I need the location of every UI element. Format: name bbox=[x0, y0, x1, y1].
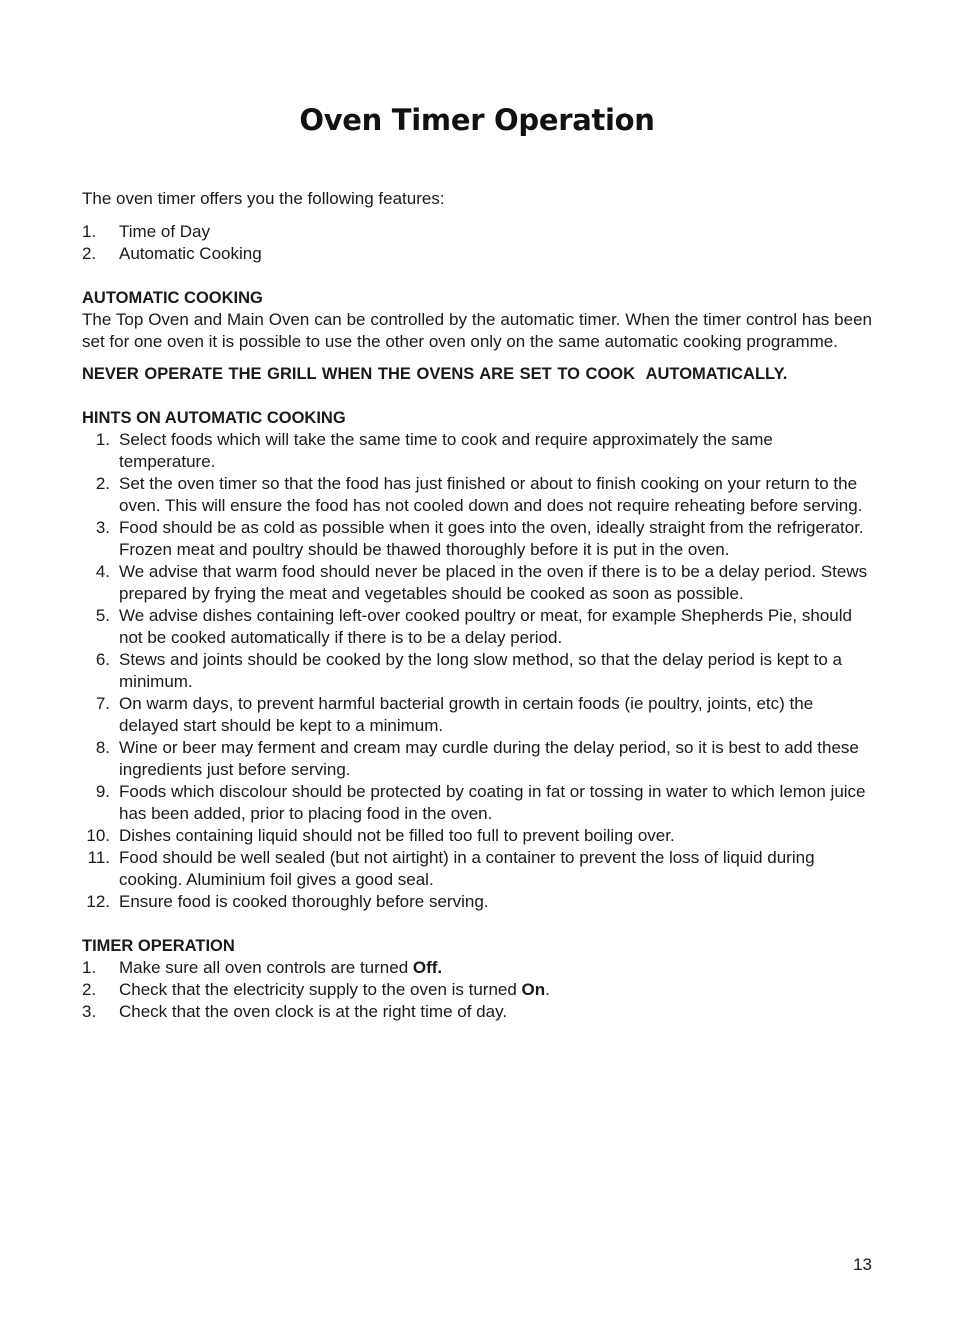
step-emphasis: On bbox=[521, 980, 546, 999]
hint-item bbox=[82, 847, 872, 891]
list-number: 2. bbox=[82, 244, 97, 263]
hint-item bbox=[82, 781, 872, 825]
hint-item bbox=[82, 825, 872, 847]
hint-text: Wine or beer may ferment and cream may curdle during the delay period, so it is best to add these ingredients just before serving. bbox=[119, 738, 859, 779]
hint-text: We advise dishes containing left-over cooked poultry or meat, for example Shepherds Pie, should not be cooked automatically if there is to be a delay period. bbox=[119, 606, 852, 647]
hint-item bbox=[82, 473, 872, 517]
hint-item bbox=[82, 517, 872, 561]
timer-step bbox=[82, 1001, 872, 1023]
hint-item bbox=[82, 891, 872, 913]
features-list bbox=[82, 221, 872, 265]
hint-number: 7. bbox=[95, 694, 110, 713]
hint-number: 12. bbox=[86, 892, 110, 911]
step-emphasis: Off. bbox=[412, 958, 443, 977]
hint-number: 10. bbox=[86, 826, 110, 845]
hint-number: 5. bbox=[95, 606, 110, 625]
list-item bbox=[82, 221, 872, 243]
step-text: Check that the oven clock is at the right time of day. bbox=[119, 1002, 508, 1021]
hint-text: We advise that warm food should never be placed in the oven if there is to be a delay period. Stews prepared by frying the meat and vegetables should be cooked as soon as possible. bbox=[119, 562, 868, 603]
timer-steps-list bbox=[82, 957, 872, 1023]
hint-text: Ensure food is cooked thoroughly before serving. bbox=[119, 892, 489, 911]
automatic-cooking-text: The Top Oven and Main Oven can be controlled by the automatic timer. When the timer control has been set for one oven it is possible to use the other oven only on the same automatic cooking programme. bbox=[82, 310, 872, 351]
hint-item bbox=[82, 649, 872, 693]
hint-item bbox=[82, 693, 872, 737]
hint-number: 3. bbox=[95, 518, 110, 537]
hint-item bbox=[82, 737, 872, 781]
hint-number: 1. bbox=[95, 430, 110, 449]
list-number: 1. bbox=[82, 222, 97, 241]
hint-text: Stews and joints should be cooked by the long slow method, so that the delay period is kept to a minimum. bbox=[119, 650, 842, 691]
step-text: Make sure all oven controls are turned bbox=[119, 958, 413, 977]
list-item bbox=[82, 243, 872, 265]
hint-item bbox=[82, 561, 872, 605]
hint-text: Select foods which will take the same time to cook and require approximately the same temperature. bbox=[119, 430, 773, 471]
step-number: 3. bbox=[82, 1002, 97, 1021]
step-number: 2. bbox=[82, 980, 97, 999]
hint-number: 2. bbox=[95, 474, 110, 493]
hint-text: Foods which discolour should be protected by coating in fat or tossing in water to which lemon juice has been added, prior to placing food in the oven. bbox=[119, 782, 866, 823]
hints-list bbox=[82, 429, 872, 913]
page-number: 13 bbox=[853, 1255, 872, 1274]
intro-text: The oven timer offers you the following features: bbox=[82, 189, 445, 208]
grill-warning: NEVER OPERATE THE GRILL WHEN THE OVENS ARE SET TO COOK AUTOMATICALLY. bbox=[82, 365, 788, 383]
hint-text: Food should be well sealed (but not airtight) in a container to prevent the loss of liquid during cooking. Aluminium foil gives a good seal. bbox=[119, 848, 815, 889]
hint-number: 6. bbox=[95, 650, 110, 669]
document-body bbox=[82, 188, 872, 1023]
hint-text: Food should be as cold as possible when it goes into the oven, ideally straight from the refrigerator. Frozen meat and poultry should be thawed thoroughly before it is put in the oven. bbox=[119, 518, 864, 559]
hint-item bbox=[82, 429, 872, 473]
step-number: 1. bbox=[82, 958, 97, 977]
timer-step bbox=[82, 957, 872, 979]
step-text: Check that the electricity supply to the oven is turned bbox=[119, 980, 522, 999]
hint-number: 4. bbox=[95, 562, 110, 581]
hint-text: On warm days, to prevent harmful bacterial growth in certain foods (ie poultry, joints, etc) the delayed start should be kept to a minimum. bbox=[119, 694, 814, 735]
hint-item bbox=[82, 605, 872, 649]
section-heading-timer-operation: TIMER OPERATION bbox=[82, 937, 235, 955]
step-text-end: . bbox=[545, 980, 550, 999]
page-title: Oven Timer Operation bbox=[299, 103, 655, 138]
section-heading-automatic-cooking: AUTOMATIC COOKING bbox=[82, 289, 263, 307]
hint-number: 9. bbox=[95, 782, 110, 801]
section-heading-hints: HINTS ON AUTOMATIC COOKING bbox=[82, 409, 346, 427]
hint-number: 11. bbox=[87, 848, 110, 867]
hint-text: Dishes containing liquid should not be filled too full to prevent boiling over. bbox=[119, 826, 675, 845]
timer-step bbox=[82, 979, 872, 1001]
list-text: Time of Day bbox=[119, 222, 211, 241]
hint-text: Set the oven timer so that the food has just finished or about to finish cooking on your return to the oven. This will ensure the food has not cooled down and does not require reheating before serving. bbox=[119, 474, 863, 515]
list-text: Automatic Cooking bbox=[119, 244, 262, 263]
hint-number: 8. bbox=[95, 738, 110, 757]
